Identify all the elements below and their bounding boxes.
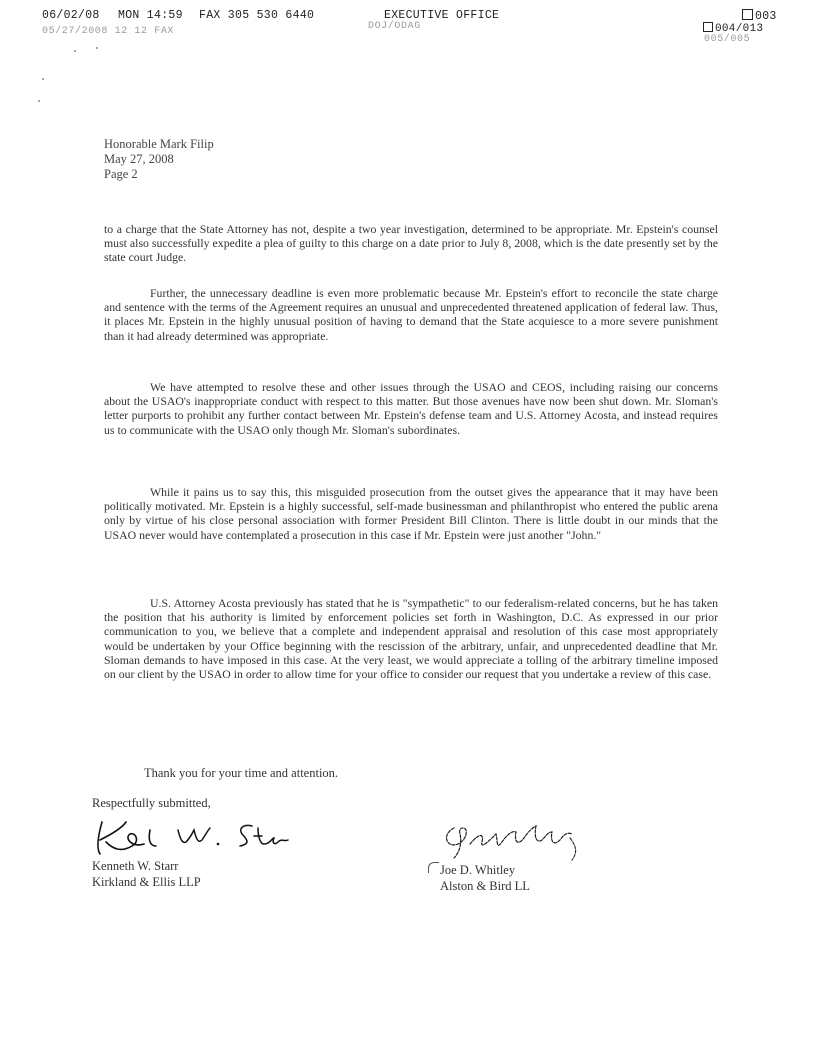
body-paragraph-2: Further, the unnecessary deadline is even more problematic because Mr. Epstein's effort to reconcile the state charge and sentence with the terms of the Agreement requires an unusual and unprecedented threatened application of federal law. Thus, it places Mr. Epstein in the highly unusual position of having to demand that the State acquiesce to a more severe punishment than it had already determined was appropriate. [104,286,718,343]
fax-underlay-left: 05/27/2008 12 12 FAX [42,26,175,37]
signature-bracket [428,862,439,873]
recipient: Honorable Mark Filip [104,137,214,151]
signatory-2-name: Joe D. Whitley [440,863,516,877]
scan-speck [96,47,98,49]
scan-speck [42,78,44,80]
body-paragraph-3: We have attempted to resolve these and other issues through the USAO and CEOS, including raising our concerns about the USAO's inappropriate conduct with respect to this matter. But those avenues have now been shut down. Mr. Sloman's letter purports to prohibit any further contact between Mr. Epstein's defense team and U.S. Attorney Acosta, and instead requires us to communicate with the USAO only though Mr. Sloman's subordinates. [104,380,718,437]
signatory-1-firm: Kirkland & Ellis LLP [92,875,201,889]
body-paragraph-1: to a charge that the State Attorney has not, despite a two year investigation, determined to be appropriate. Mr. Epstein's counsel must also successfully expedite a plea of guilty to this charge on a date prior to July 8, 2008, which is the date presently set by the state court Judge. [104,222,718,265]
scan-speck [38,100,40,102]
signature-whitley [440,820,600,866]
valediction: Respectfully submitted, [92,796,211,810]
scan-speck [74,50,76,52]
page-number: Page 2 [104,167,138,181]
fax-page-icon [742,9,753,20]
signatory-1-name: Kenneth W. Starr [92,859,179,873]
letter-date: May 27, 2008 [104,152,174,166]
signatory-1 [92,858,201,890]
signatory-2 [440,862,530,894]
fax-date: 06/02/08 [42,9,100,22]
signature-starr [92,812,292,862]
fax-page-icon-2 [703,22,713,32]
fax-page-secondary: 004/013 [703,22,763,35]
fax-underlay-right: 005/005 [704,34,751,45]
body-paragraph-4: While it pains us to say this, this misguided prosecution from the outset gives the appearance that it may have been politically motivated. Mr. Epstein is a highly successful, self-made businessman and philanthropist who entered the public arena only by virtue of his close personal association with former President Bill Clinton. There is little doubt in our minds that the USAO never would have contemplated a prosecution in this case if Mr. Epstein were just another "John." [104,485,718,542]
fax-underlay-mid: DOJ/ODAG [368,21,421,32]
signatory-2-firm: Alston & Bird LL [440,879,530,893]
fax-page-primary: 003 [742,9,777,23]
closing-thanks: Thank you for your time and attention. [144,766,339,780]
letter-header [104,137,214,182]
body-paragraph-5: U.S. Attorney Acosta previously has stated that he is "sympathetic" to our federalism-related concerns, but he has taken the position that his authority is limited by enforcement policies set forth in Washington, D.C. As expressed in our prior communication to you, we believe that a complete and independent appraisal and resolution of this case most appropriately would be undertaken by your Office beginning with the rescission of the arbitrary, unfair, and unprecedented deadline that Mr. Sloman demands to have imposed in this case. At the very least, we would appreciate a tolling of the arbitrary timeline imposed on our client by the USAO in order to allow time for your office to consider our request that you undertake a review of this case. [104,596,718,682]
fax-sender: EXECUTIVE OFFICE [384,9,500,22]
fax-day-time: MON 14:59 [118,9,183,22]
fax-number: FAX 305 530 6440 [199,9,315,22]
